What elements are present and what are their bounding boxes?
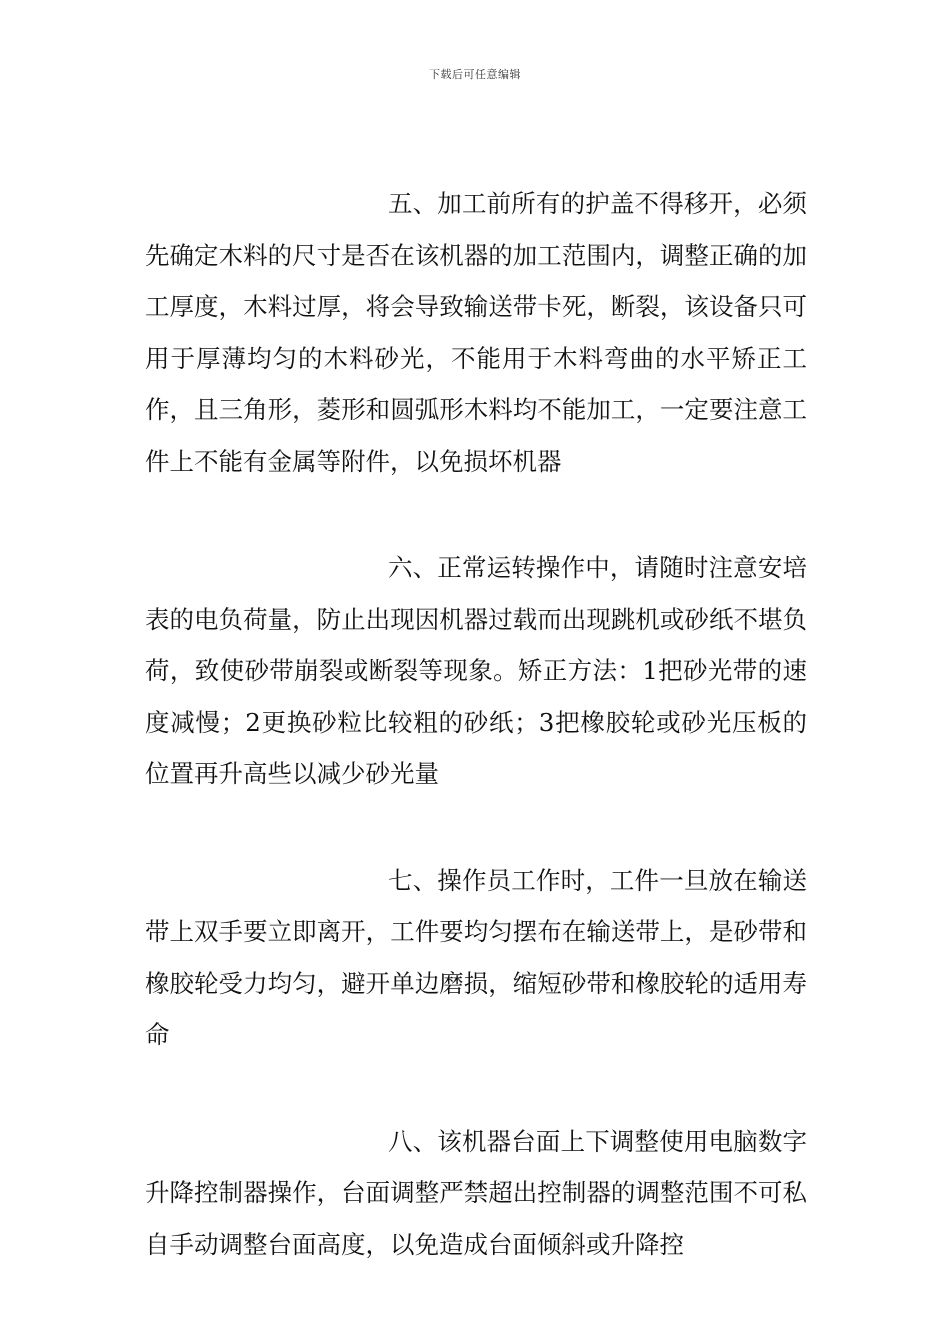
document-body [145, 178, 807, 1270]
page-header-note: 下载后可任意编辑 [429, 68, 521, 81]
paragraph-item-5: 五、加工前所有的护盖不得移开，必须先确定木料的尺寸是否在该机器的加工范围内，调整正确的加工厚度，木料过厚，将会导致输送带卡死，断裂，该设备只可用于厚薄均匀的木料砂光，不能用于木料弯曲的水平矫正工作，且三角形，菱形和圆弧形木料均不能加工，一定要注意工件上不能有金属等附件，以免损坏机器 [145, 189, 807, 476]
paragraph-item-7: 七、操作员工作时，工件一旦放在输送带上双手要立即离开，工件要均匀摆布在输送带上，是砂带和橡胶轮受力均匀，避开单边磨损，缩短砂带和橡胶轮的适用寿命 [145, 865, 807, 1049]
paragraph-item-8: 八、该机器台面上下调整使用电脑数字升降控制器操作，台面调整严禁超出控制器的调整范围不可私自手动调整台面高度，以免造成台面倾斜或升降控 [145, 1126, 807, 1259]
paragraph-item-6: 六、正常运转操作中，请随时注意安培表的电负荷量，防止出现因机器过载而出现跳机或砂纸不堪负荷，致使砂带崩裂或断裂等现象。矫正方法：1把砂光带的速度减慢；2更换砂粒比较粗的砂纸；3把橡胶轮或砂光压板的位置再升高些以减少砂光量 [145, 553, 807, 788]
